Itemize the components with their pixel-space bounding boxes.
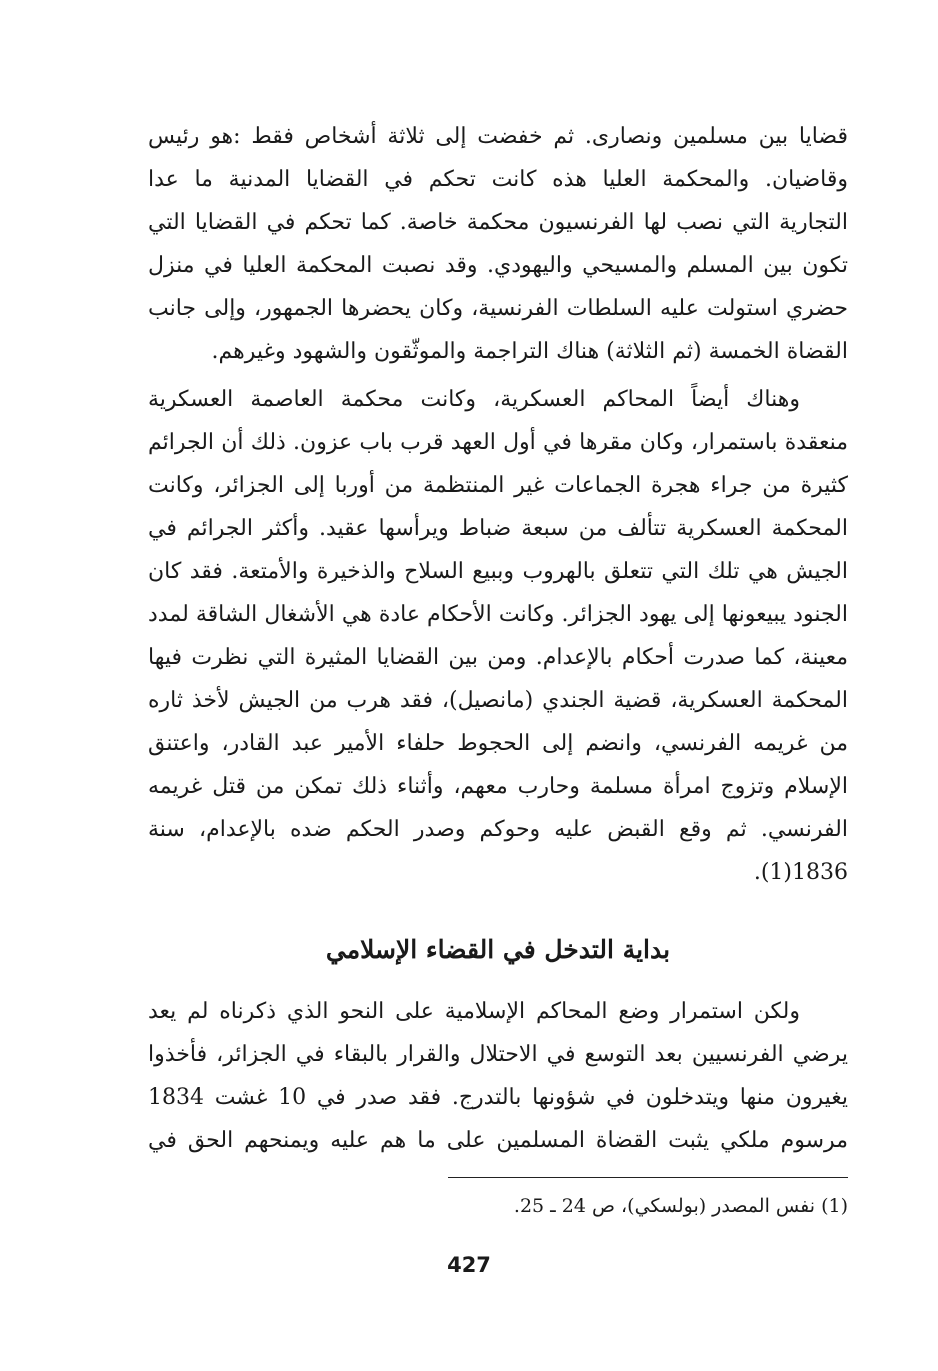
text-line: التجارية التي نصب لها الفرنسيون محكمة خاصة. كما تحكم في القضايا التي bbox=[148, 210, 848, 235]
text-line: حضري استولت عليه السلطات الفرنسية، وكان يحضرها الجمهور، وإلى جانب bbox=[148, 296, 848, 321]
text-line: المحكمة العسكرية، قضية الجندي (مانصيل)، فقد هرب من الجيش لأخذ ثاره bbox=[148, 688, 848, 713]
text-line: وقاضيان. والمحكمة العليا هذه كانت تحكم في القضايا المدنية ما عدا bbox=[148, 167, 848, 192]
text-line: ولكن استمرار وضع المحاكم الإسلامية على النحو الذي ذكرناه لم يعد bbox=[148, 999, 800, 1024]
paragraph-military-courts bbox=[148, 378, 848, 894]
paragraph-intervention bbox=[148, 990, 848, 1162]
text-line: وهناك أيضاً المحاكم العسكرية، وكانت محكمة العاصمة العسكرية bbox=[148, 387, 800, 412]
text-line: الجيش هي تلك التي تتعلق بالهروب وببيع السلاح والذخيرة والأمتعة. فقد كان bbox=[148, 559, 848, 584]
paragraph-courts-supreme bbox=[148, 115, 848, 373]
text-line: الإسلام وتزوج امرأة مسلمة وحارب معهم، وأثناء ذلك تمكن من قتل غريمه bbox=[148, 774, 848, 799]
text-line: 1836(1). bbox=[753, 860, 848, 885]
text-line: منعقدة باستمرار، وكان مقرها في أول العهد قرب باب عزون. ذلك أن الجرائم bbox=[148, 430, 848, 455]
footnote: (1) نفس المصدر (بولسكي)، ص 24 ـ 25. bbox=[513, 1195, 848, 1217]
text-line: الفرنسي. ثم وقع القبض عليه وحوكم وصدر الحكم ضده بالإعدام، سنة bbox=[148, 817, 848, 842]
text-line: معينة، كما صدرت أحكام بالإعدام. ومن بين القضايا المثيرة التي نظرت فيها bbox=[148, 645, 848, 670]
text-line: المحكمة العسكرية تتألف من سبعة ضباط ويرأسها عقيد. وأكثر الجرائم في bbox=[148, 516, 848, 541]
page-number: 427 bbox=[447, 1253, 491, 1277]
text-line: تكون بين المسلم والمسيحي واليهودي. وقد نصبت المحكمة العليا في منزل bbox=[148, 253, 848, 278]
text-line: كثيرة من جراء هجرة الجماعات غير المنتظمة من أوربا إلى الجزائر، وكانت bbox=[148, 473, 848, 498]
text-line: يرضي الفرنسيين بعد التوسع في الاحتلال والقرار بالبقاء في الجزائر، فأخذوا bbox=[148, 1042, 848, 1067]
text-line: قضايا بين مسلمين ونصارى. ثم خفضت إلى ثلاثة أشخاص فقط :هو رئيس bbox=[148, 124, 848, 149]
section-heading: بداية التدخل في القضاء الإسلامي bbox=[325, 935, 671, 964]
text-line: القضاة الخمسة (ثم الثلاثة) هناك التراجمة والموثّقون والشهود وغيرهم. bbox=[211, 339, 848, 364]
text-line: يغيرون منها ويتدخلون في شؤونها بالتدرج. فقد صدر في 10 غشت 1834 bbox=[148, 1085, 848, 1110]
text-line: الجنود يبيعونها إلى يهود الجزائر. وكانت الأحكام عادة هي الأشغال الشاقة لمدد bbox=[148, 602, 848, 627]
text-line: من غريمه الفرنسي، وانضم إلى الحجوط حلفاء الأمير عبد القادر، واعتنق bbox=[148, 731, 848, 756]
footnote-divider bbox=[448, 1177, 848, 1178]
text-line: مرسوم ملكي يثبت القضاة المسلمين على ما هم عليه ويمنحهم الحق في bbox=[148, 1128, 848, 1153]
